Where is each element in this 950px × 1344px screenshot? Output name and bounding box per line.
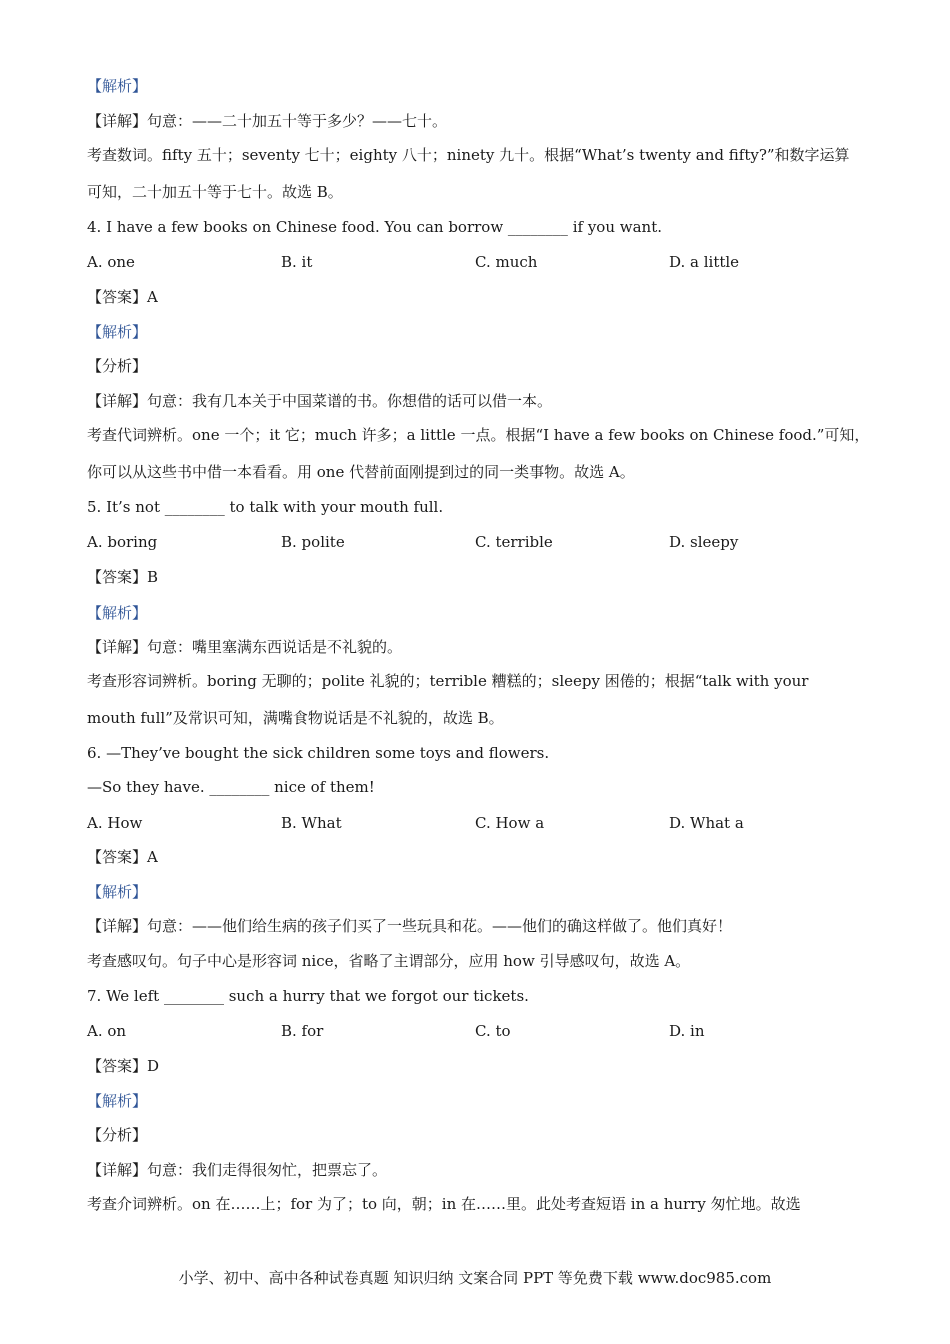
answer-value: D <box>147 1057 160 1075</box>
question-7: 7. We left ________ such a hurry that we forgot our tickets. <box>87 987 529 1005</box>
detail-text: 句意：我们走得很匆忙，把票忘了。 <box>147 1161 388 1179</box>
option-a: A. on <box>87 1022 127 1040</box>
explanation-line: mouth full”及常识可知，满嘴食物说话是不礼貌的，故选 B。 <box>87 709 504 727</box>
analysis-label <box>87 882 890 902</box>
breakdown-label: 【分析】 <box>87 1126 148 1144</box>
answer-tag: 【答案】 <box>87 288 148 306</box>
detail-tag: 【详解】 <box>87 392 148 410</box>
detail-line <box>87 637 890 657</box>
option-d: D. in <box>669 1022 705 1040</box>
explanation-line: 考查感叹句。句子中心是形容词 nice，省略了主谓部分，应用 how 引导感叹句，故选 A。 <box>87 952 691 970</box>
detail-line <box>87 1160 890 1180</box>
question-4: 4. I have a few books on Chinese food. You can borrow ________ if you want. <box>87 218 662 236</box>
explanation-line: 可知，二十加五十等于七十。故选 B。 <box>87 183 343 201</box>
breakdown-label: 【分析】 <box>87 357 148 375</box>
analysis-label <box>87 76 890 96</box>
explanation-line: 考查形容词辨析。boring 无聊的；polite 礼貌的；terrible 糟糕的；sleepy 困倦的；根据“talk with your <box>87 672 809 690</box>
page-footer: 小学、初中、高中各种试卷真题 知识归纳 文案合同 PPT 等免费下载 www.doc985.com <box>178 1269 772 1287</box>
detail-tag: 【详解】 <box>87 112 148 130</box>
option-c: C. How a <box>475 814 545 832</box>
question-6-reply: —So they have. ________ nice of them! <box>87 778 375 796</box>
option-b: B. What <box>281 814 342 832</box>
detail-text: 句意：——他们给生病的孩子们买了一些玩具和花。——他们的确这样做了。他们真好！ <box>147 917 733 935</box>
option-c: C. to <box>475 1022 511 1040</box>
detail-tag: 【详解】 <box>87 917 148 935</box>
detail-line <box>87 916 890 936</box>
analysis-label <box>87 603 890 623</box>
answer-line <box>87 1056 890 1076</box>
detail-tag: 【详解】 <box>87 638 148 656</box>
answer-tag: 【答案】 <box>87 568 148 586</box>
option-b: B. polite <box>281 533 345 551</box>
analysis-tag: 【解析】 <box>87 1092 148 1110</box>
answer-value: B <box>147 568 159 586</box>
analysis-label <box>87 322 890 342</box>
option-a: A. boring <box>87 533 158 551</box>
analysis-tag: 【解析】 <box>87 77 148 95</box>
option-b: B. it <box>281 253 313 271</box>
question-5: 5. It’s not ________ to talk with your mouth full. <box>87 498 444 516</box>
option-d: D. a little <box>669 253 740 271</box>
analysis-label <box>87 1091 890 1111</box>
explanation-line: 考查介词辨析。on 在……上；for 为了；to 向，朝；in 在……里。此处考查短语 in a hurry 匆忙地。故选 <box>87 1195 801 1213</box>
answer-line <box>87 847 890 867</box>
option-a: A. one <box>87 253 135 271</box>
explanation-line: 你可以从这些书中借一本看看。用 one 代替前面刚提到过的同一类事物。故选 A。 <box>87 463 635 481</box>
option-c: C. much <box>475 253 538 271</box>
answer-tag: 【答案】 <box>87 848 148 866</box>
answer-value: A <box>147 848 158 866</box>
detail-line <box>87 111 890 131</box>
option-a: A. How <box>87 814 143 832</box>
option-d: D. What a <box>669 814 744 832</box>
explanation-line: 考查数词。fifty 五十；seventy 七十；eighty 八十；ninety 九十。根据“What’s twenty and fifty?”和数字运算 <box>87 146 850 164</box>
detail-text: 句意：——二十加五十等于多少？——七十。 <box>147 112 448 130</box>
option-d: D. sleepy <box>669 533 739 551</box>
analysis-tag: 【解析】 <box>87 604 148 622</box>
detail-line <box>87 391 890 411</box>
analysis-tag: 【解析】 <box>87 323 148 341</box>
detail-text: 句意：我有几本关于中国菜谱的书。你想借的话可以借一本。 <box>147 392 553 410</box>
analysis-tag: 【解析】 <box>87 883 148 901</box>
detail-tag: 【详解】 <box>87 1161 148 1179</box>
detail-text: 句意：嘴里塞满东西说话是不礼貌的。 <box>147 638 403 656</box>
option-c: C. terrible <box>475 533 553 551</box>
answer-line <box>87 287 890 307</box>
explanation-line: 考查代词辨析。one 一个；it 它；much 许多；a little 一点。根据“I have a few books on Chinese food.”可知， <box>87 426 870 444</box>
answer-tag: 【答案】 <box>87 1057 148 1075</box>
answer-value: A <box>147 288 158 306</box>
answer-line <box>87 567 890 587</box>
question-6: 6. —They’ve bought the sick children some toys and flowers. <box>87 744 550 762</box>
option-b: B. for <box>281 1022 324 1040</box>
